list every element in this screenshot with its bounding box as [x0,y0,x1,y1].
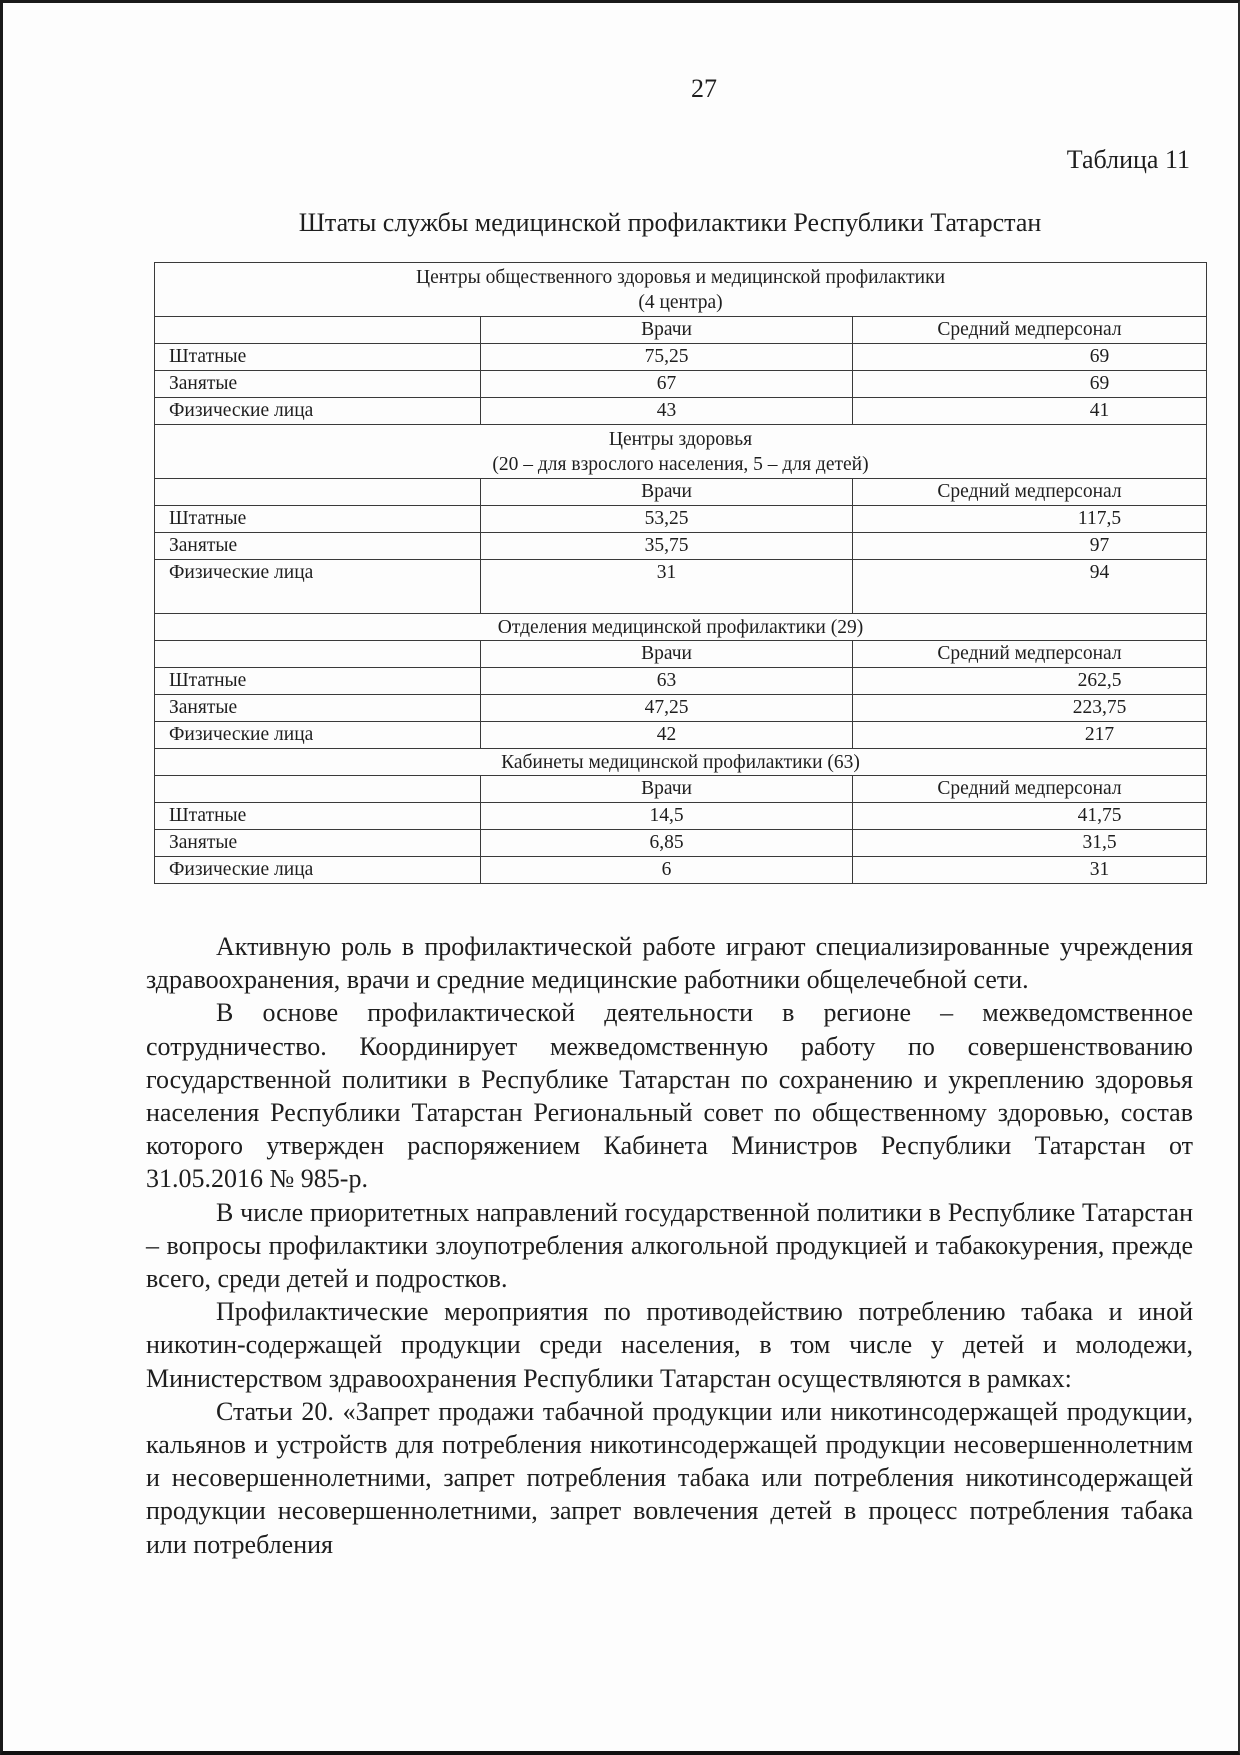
column-header-nurses: Средний медперсонал [853,776,1207,803]
column-header-blank [155,479,481,506]
table-row [155,857,1207,884]
cell-doctors: 63 [481,668,853,695]
table-row [155,695,1207,722]
cell-doctors: 14,5 [481,803,853,830]
body-text [146,930,1193,1561]
cell-nurses: 31 [853,857,1207,884]
table-row [155,803,1207,830]
column-header-doctors: Врачи [481,479,853,506]
cell-nurses: 97 [853,533,1207,560]
table-row [155,668,1207,695]
section-title: Кабинеты медицинской профилактики (63) [155,749,1207,776]
paragraph: Профилактические мероприятия по противодействию потреблению табака и иной никотин-содержащей продукции среди населения, в том числе у детей и молодежи, Министерством здравоохранения Республики Татарстан осуществляются в рамках: [146,1297,1193,1393]
table-row [155,371,1207,398]
row-label: Занятые [155,695,481,722]
column-header-row [155,641,1207,668]
cell-doctors: 53,25 [481,506,853,533]
cell-doctors: 42 [481,722,853,749]
row-label: Занятые [155,830,481,857]
cell-doctors: 6 [481,857,853,884]
cell-doctors: 67 [481,371,853,398]
paragraph: Статьи 20. «Запрет продажи табачной продукции или никотинсодержащей продукции, кальянов и устройств для потребления никотинсодержащей продукции несовершеннолетним и несовершеннолетними, запрет потребления табака или потребления никотинсодержащей продукции несовершеннолетними, запрет вовлечения детей в процесс потребления табака или потребления [146,1396,1193,1559]
cell-nurses: 94 [853,560,1207,614]
section-title: Центры здоровья (20 – для взрослого населения, 5 – для детей) [155,425,1207,479]
row-label: Занятые [155,533,481,560]
section-title: Отделения медицинской профилактики (29) [155,614,1207,641]
cell-doctors: 43 [481,398,853,425]
cell-nurses: 41 [853,398,1207,425]
column-header-row [155,479,1207,506]
cell-nurses: 262,5 [853,668,1207,695]
table-row [155,398,1207,425]
paragraph: В основе профилактической деятельности в регионе – межведомственное сотрудничество. Координирует межведомственную работу по совершенствованию государственной политики в Республике Татарстан по сохранению и укреплению здоровья населения Республики Татарстан Региональный совет по общественному здоровью, состав которого утвержден распоряжением Кабинета Министров Республики Татарстан от 31.05.2016 № 985-р. [146,998,1193,1194]
column-header-doctors: Врачи [481,317,853,344]
row-label: Физические лица [155,398,481,425]
column-header-doctors: Врачи [481,776,853,803]
cell-nurses: 69 [853,371,1207,398]
column-header-blank [155,776,481,803]
table-row [155,506,1207,533]
row-label: Штатные [155,506,481,533]
column-header-nurses: Средний медперсонал [853,641,1207,668]
row-label: Физические лица [155,857,481,884]
paragraph: Активную роль в профилактической работе играют специализированные учреждения здравоохранения, врачи и средние медицинские работники общелечебной сети. [146,932,1193,995]
column-header-nurses: Средний медперсонал [853,479,1207,506]
row-label: Штатные [155,803,481,830]
cell-nurses: 223,75 [853,695,1207,722]
table-row [155,344,1207,371]
cell-doctors: 75,25 [481,344,853,371]
section-header-row [155,749,1207,776]
cell-nurses: 217 [853,722,1207,749]
paragraph: В числе приоритетных направлений государственной политики в Республике Татарстан – вопросы профилактики злоупотребления алкогольной продукцией и табакокурения, прежде всего, среди детей и подростков. [146,1197,1193,1294]
page-number: 27 [691,74,717,103]
column-header-doctors: Врачи [481,641,853,668]
section-header-row [155,614,1207,641]
cell-doctors: 47,25 [481,695,853,722]
column-header-row [155,317,1207,344]
table-label: Таблица 11 [1066,145,1190,174]
table-row [155,830,1207,857]
row-label: Занятые [155,371,481,398]
section-title: Центры общественного здоровья и медицинской профилактики (4 центра) [155,263,1207,317]
row-label: Штатные [155,668,481,695]
cell-nurses: 31,5 [853,830,1207,857]
cell-nurses: 69 [853,344,1207,371]
table-row [155,533,1207,560]
cell-doctors: 6,85 [481,830,853,857]
cell-nurses: 117,5 [853,506,1207,533]
column-header-blank [155,317,481,344]
section-header-row [155,425,1207,479]
section-header-row [155,263,1207,317]
column-header-nurses: Средний медперсонал [853,317,1207,344]
cell-doctors: 31 [481,560,853,614]
table-row [155,722,1207,749]
column-header-blank [155,641,481,668]
row-label: Физические лица [155,722,481,749]
row-label: Физические лица [155,560,481,614]
row-label: Штатные [155,344,481,371]
staff-table [154,262,1207,884]
cell-doctors: 35,75 [481,533,853,560]
table-row [155,560,1207,614]
table-title: Штаты службы медицинской профилактики Республики Татарстан [298,208,1042,237]
cell-nurses: 41,75 [853,803,1207,830]
column-header-row [155,776,1207,803]
